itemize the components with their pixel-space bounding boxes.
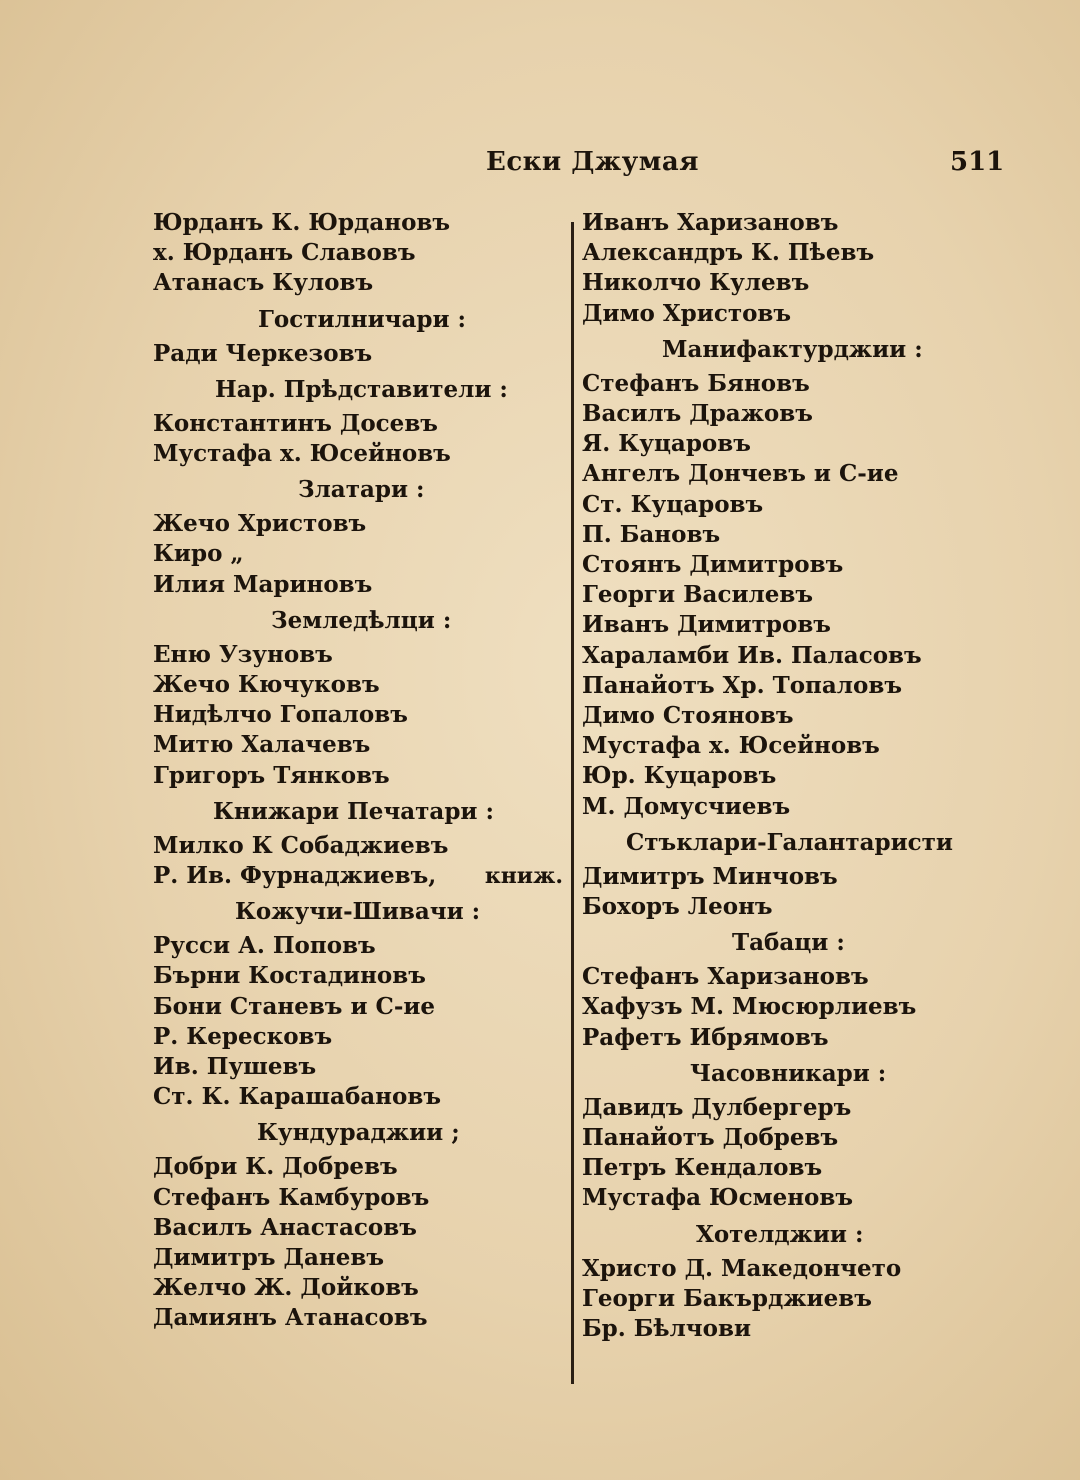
running-title: Ески Джумая	[486, 147, 699, 177]
section-heading: Гостилничари :	[258, 305, 467, 333]
section-booksellers	[153, 797, 563, 891]
right-column	[582, 208, 1002, 1344]
list-item: Николчо Кулевъ	[582, 269, 810, 297]
list-item: Георги Василевъ	[582, 581, 813, 609]
list-item: Я. Куцаровъ	[582, 430, 751, 458]
list-item: Ангелъ Дончевъ и С-ие	[582, 460, 899, 488]
list-item: Георги Бакърджиевъ	[582, 1284, 872, 1312]
list-item: Василъ Дражовъ	[582, 400, 813, 428]
list-item: П. Бановъ	[582, 520, 721, 548]
section-heading: Манифактурджии :	[662, 335, 923, 363]
list-item: Бони Станевъ и С-ие	[153, 992, 436, 1020]
list-item: Еню Узуновъ	[153, 640, 333, 668]
section-watchmakers	[582, 1059, 1002, 1214]
column-divider	[571, 222, 574, 1384]
section-textile-merchants	[582, 335, 1002, 822]
section-heading: Златари :	[298, 476, 425, 504]
section-heading: Хотелджии :	[696, 1220, 864, 1248]
left-column	[153, 208, 563, 1334]
list-item: Ст. К. Карашабановъ	[153, 1083, 441, 1111]
section-heading: Нар. Прѣдставители :	[215, 375, 508, 403]
section-hoteliers	[582, 1220, 1002, 1345]
section-farmers	[153, 606, 563, 791]
list-item: Бърни Костадиновъ	[153, 962, 426, 990]
list-item: Илия Мариновъ	[153, 570, 373, 598]
list-item: Панайотъ Хр. Топаловъ	[582, 671, 902, 699]
list-item: Хафузъ М. Мюсюрлиевъ	[582, 993, 917, 1021]
list-item: Григоръ Тянковъ	[153, 761, 390, 789]
section-hotel-keepers	[153, 305, 563, 369]
list-item: Стоянъ Димитровъ	[582, 551, 844, 579]
list-item: Петръ Кендаловъ	[582, 1154, 823, 1182]
list-item: Иванъ Димитровъ	[582, 611, 831, 639]
entry-note: книж.	[484, 863, 563, 890]
list-item: Дамиянъ Атанасовъ	[153, 1304, 428, 1332]
list-item: Панайотъ Добревъ	[582, 1124, 839, 1152]
list-item: Давидъ Дулбергеръ	[582, 1093, 852, 1121]
list-item: Димитръ Минчовъ	[582, 862, 838, 890]
list-item: Мустафа Юсменовъ	[582, 1184, 854, 1212]
section-goldsmiths	[153, 475, 563, 600]
section-heading: Книжари Печатари :	[213, 797, 494, 825]
section-heading: Кундураджии ;	[257, 1119, 460, 1147]
list-item: Р. Кересковъ	[153, 1022, 333, 1050]
list-item: Константинъ Досевъ	[153, 409, 438, 437]
section-heading: Табаци :	[732, 929, 845, 957]
list-item: Ив. Пушевъ	[153, 1053, 317, 1081]
section-heading: Кожучи-Шивачи :	[235, 898, 481, 926]
list-item: Добри К. Добревъ	[153, 1153, 398, 1181]
list-item	[153, 861, 563, 891]
right-intro	[582, 208, 1002, 329]
list-item: х. Юрданъ Славовъ	[153, 239, 416, 267]
list-item: Юрданъ К. Юрдановъ	[153, 209, 451, 236]
section-furriers	[153, 897, 563, 1112]
section-heading: Стъклари-Галантаристи	[626, 828, 953, 856]
list-item: Нидѣлчо Гопаловъ	[153, 701, 408, 729]
list-item: Атанасъ Куловъ	[153, 269, 374, 297]
list-item: Христо Д. Македончето	[582, 1254, 902, 1282]
list-item: Димитръ Даневъ	[153, 1244, 384, 1272]
list-item: Стефанъ Бяновъ	[582, 369, 810, 397]
section-shoemakers	[153, 1118, 563, 1333]
section-heading: Земледѣлци :	[271, 606, 452, 634]
list-item: Киро „	[153, 540, 244, 568]
section-glassware-haberdashers	[582, 828, 1002, 922]
list-item: Бохоръ Леонъ	[582, 893, 773, 921]
list-item: Стефанъ Камбуровъ	[153, 1183, 430, 1211]
section-heading: Часовникари :	[690, 1059, 887, 1087]
list-item: Желчо Ж. Дойковъ	[153, 1274, 419, 1302]
entry-name: Р. Ив. Фурнаджиевъ,	[153, 862, 437, 890]
list-item: Иванъ Харизановъ	[582, 209, 839, 236]
list-item: Хараламби Ив. Паласовъ	[582, 641, 922, 669]
page-header	[0, 147, 1080, 187]
list-item: Жечо Христовъ	[153, 510, 367, 538]
list-item: Димо Христовъ	[582, 299, 792, 327]
list-item: Мустафа х. Юсейновъ	[582, 732, 880, 760]
list-item: Василъ Анастасовъ	[153, 1213, 417, 1241]
list-item: Рафетъ Ибрямовъ	[582, 1023, 829, 1051]
list-item: Юр. Куцаровъ	[582, 762, 777, 790]
list-item: Бр. Бѣлчови	[582, 1315, 752, 1343]
list-item: Митю Халачевъ	[153, 731, 371, 759]
left-intro	[153, 208, 563, 299]
list-item: Стефанъ Харизановъ	[582, 963, 869, 991]
list-item: М. Домусчиевъ	[582, 792, 791, 820]
page-number: 511	[950, 147, 1005, 177]
list-item: Жечо Кючуковъ	[153, 671, 380, 699]
list-item: Ст. Куцаровъ	[582, 490, 764, 518]
list-item: Мустафа х. Юсейновъ	[153, 440, 451, 468]
section-representatives	[153, 375, 563, 469]
list-item: Александръ К. Пѣевъ	[582, 239, 875, 267]
list-item: Русси А. Поповъ	[153, 932, 376, 960]
list-item: Ради Черкезовъ	[153, 339, 373, 367]
list-item: Милко К Собаджиевъ	[153, 831, 449, 859]
section-tanners	[582, 928, 1002, 1053]
list-item: Димо Стояновъ	[582, 702, 794, 730]
